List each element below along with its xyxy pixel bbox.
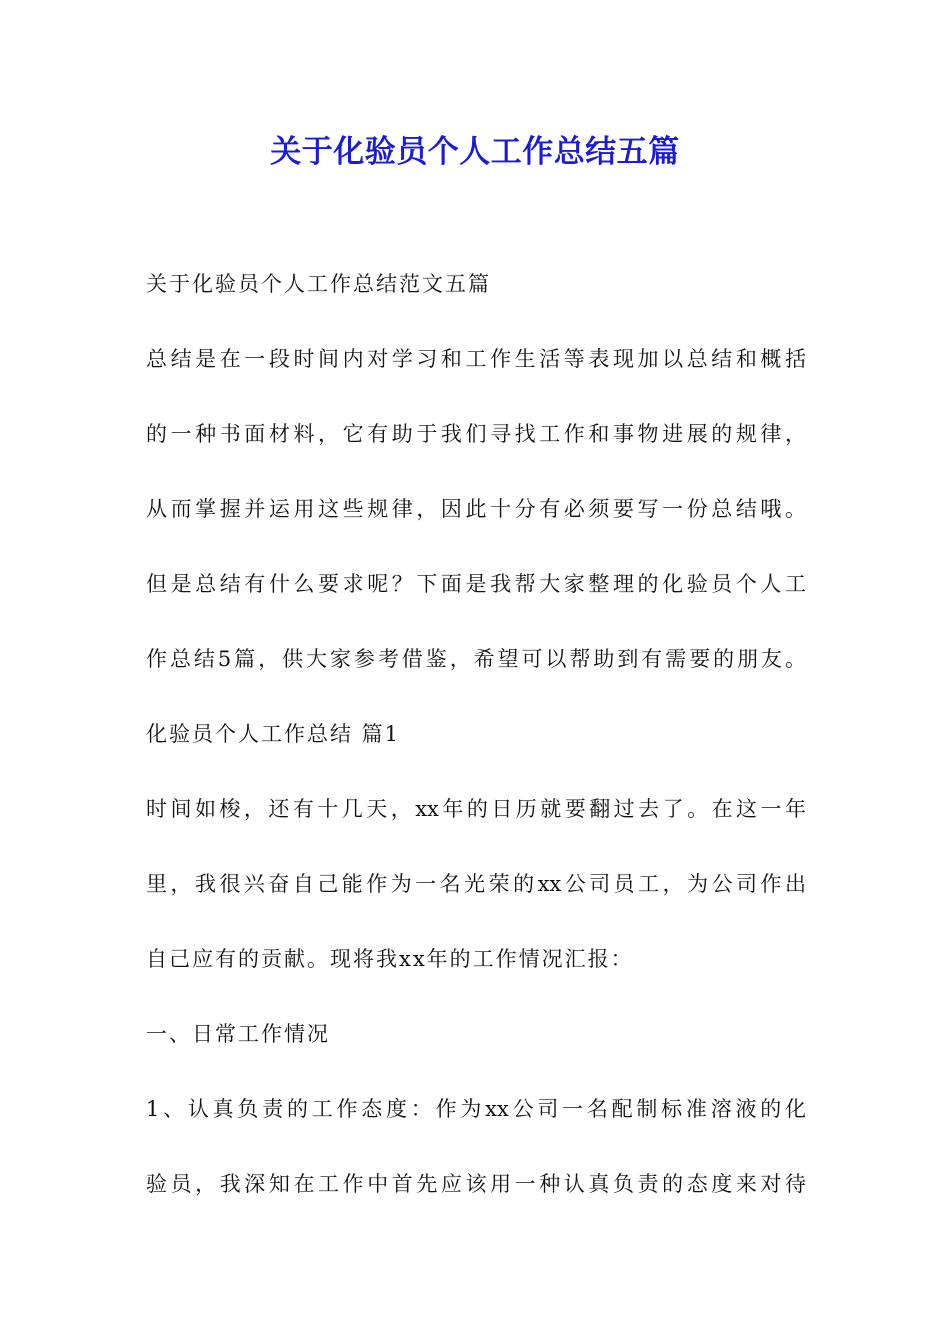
paragraph-line: 的一种书面材料，它有助于我们寻找工作和事物进展的规律，: [146, 422, 806, 446]
paragraph-line: 验员，我深知在工作中首先应该用一种认真负责的态度来对待: [146, 1172, 806, 1196]
paragraph-line: 总结是在一段时间内对学习和工作生活等表现加以总结和概括: [146, 347, 806, 371]
section-heading: 化验员个人工作总结 篇1: [146, 722, 401, 746]
subtitle-line: 关于化验员个人工作总结范文五篇: [146, 272, 491, 296]
paragraph-line: 但是总结有什么要求呢？下面是我帮大家整理的化验员个人工: [146, 572, 806, 596]
paragraph-line: 里，我很兴奋自己能作为一名光荣的xx公司员工，为公司作出: [146, 872, 806, 896]
paragraph-line: 作总结5篇，供大家参考借鉴，希望可以帮助到有需要的朋友。: [146, 647, 806, 671]
paragraph-line: 1、认真负责的工作态度：作为xx公司一名配制标准溶液的化: [146, 1097, 806, 1121]
section-heading: 一、日常工作情况: [146, 1022, 330, 1046]
paragraph-line: 时间如梭，还有十几天，xx年的日历就要翻过去了。在这一年: [146, 797, 806, 821]
paragraph-line: 从而掌握并运用这些规律，因此十分有必须要写一份总结哦。: [146, 497, 806, 521]
paragraph-line: 自己应有的贡献。现将我xx年的工作情况汇报：: [146, 947, 634, 971]
document-title: 关于化验员个人工作总结五篇: [270, 134, 680, 170]
